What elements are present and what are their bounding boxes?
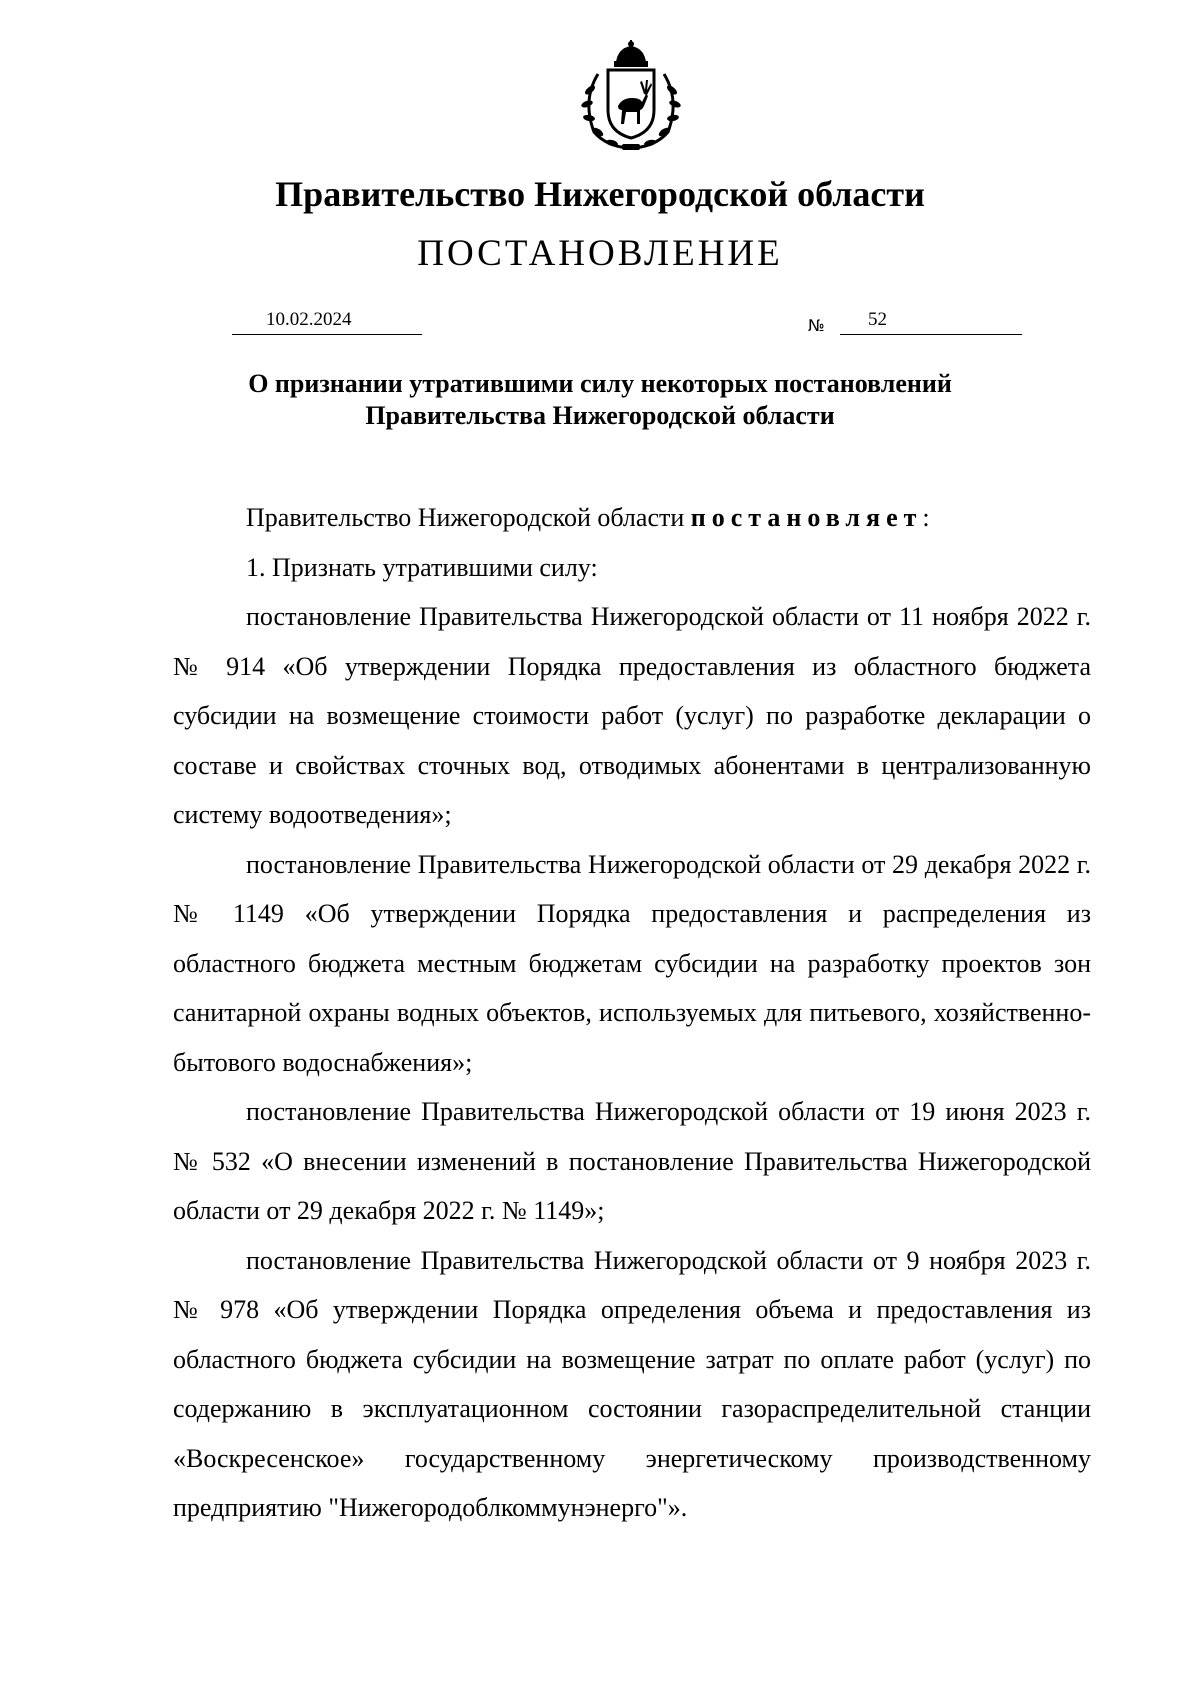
document-type: ПОСТАНОВЛЕНИЕ [417, 233, 783, 274]
document-date-field [232, 308, 422, 335]
repealed-act-2: постановление Правительства Нижегородской области от 29 декабря 2022 г. № 1149 «Об утверждении Порядка предоставления и распределения из областного бюджета местным бюджетам субсидии на разработку проектов зон санитарной охраны водных объектов, используемых для питьевого, хозяйственно-бытового водоснабжения»; [173, 849, 1091, 1077]
organization-title: Правительство Нижегородской области [275, 174, 925, 214]
preamble-verb: постановляет [690, 503, 923, 532]
coat-of-arms-emblem [572, 40, 690, 154]
subject-line-2: Правительства Нижегородской области [365, 401, 835, 430]
repealed-act-3: постановление Правительства Нижегородской области от 19 июня 2023 г. № 532 «О внесении изменений в постановление Правительства Нижегородской области от 29 декабря 2022 г. № 1149»; [173, 1097, 1091, 1225]
document-date: 10.02.2024 [266, 309, 352, 330]
document-subject [0, 368, 1200, 432]
preamble-prefix: Правительство Нижегородской области [246, 503, 691, 532]
document-body [173, 493, 1091, 1533]
subject-line-1: О признании утратившими силу некоторых постановлений [248, 369, 952, 398]
document-number: 52 [868, 309, 887, 330]
repealed-act-4: постановление Правительства Нижегородской области от 9 ноября 2023 г. № 978 «Об утверждении Порядка определения объема и предоставления из областного бюджета субсидии на возмещение затрат по оплате работ (услуг) по содержанию в эксплуатационном состоянии газораспределительной станции «Воскресенское» государственному энергетическому производственному предприятию "Нижегородоблкоммунэнерго"». [173, 1245, 1091, 1522]
number-label: № [808, 316, 825, 335]
preamble [173, 493, 1091, 543]
document-number-field [840, 308, 1022, 335]
repealed-act-1: постановление Правительства Нижегородской области от 11 ноября 2022 г. № 914 «Об утверждении Порядка предоставления из областного бюджета субсидии на возмещение стоимости работ (услуг) по разработке декларации о составе и свойствах сточных вод, отводимых абонентами в централизованную систему водоотведения»; [173, 602, 1091, 829]
preamble-suffix: : [922, 503, 930, 532]
item-1: 1. Признать утратившими силу: [246, 552, 598, 582]
crown-icon [614, 40, 648, 67]
